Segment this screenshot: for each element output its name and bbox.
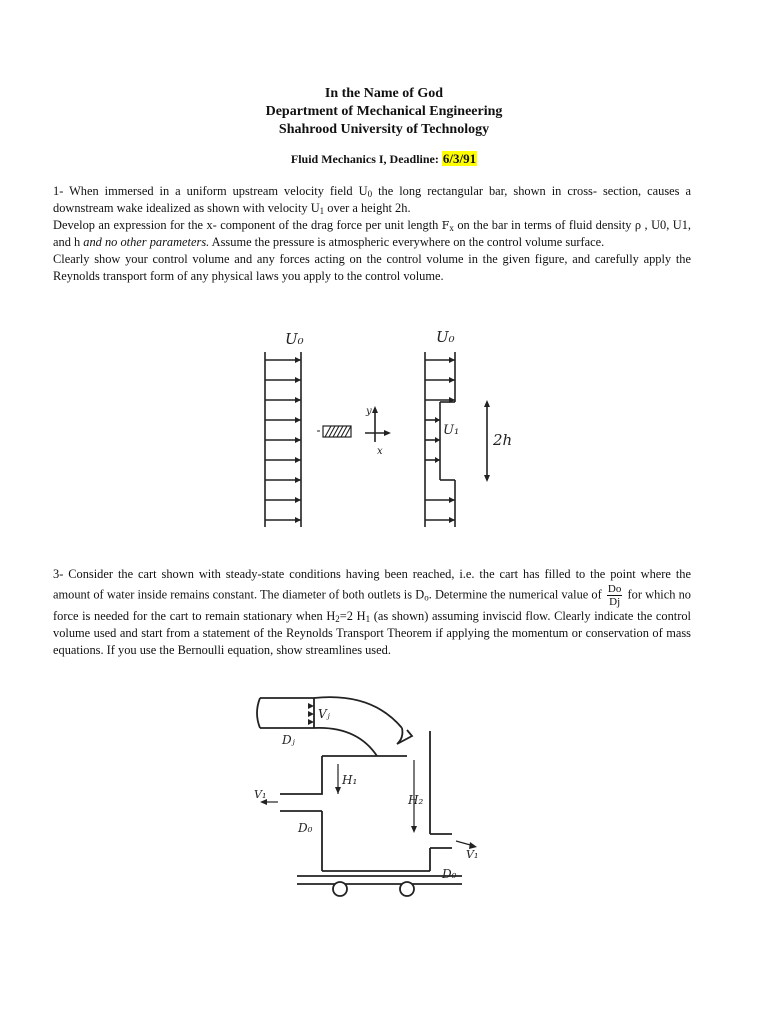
label-x-axis: x (377, 446, 383, 457)
label-do-left: D₀ (298, 821, 313, 835)
label-2h: 2h (493, 431, 513, 449)
label-vj: Vⱼ (318, 707, 330, 721)
figure-1-svg (255, 322, 520, 550)
course-label: Fluid Mechanics I, Deadline: (290, 152, 439, 166)
diameter-ratio-fraction (607, 583, 622, 608)
label-v1-right: V₁ (466, 848, 479, 861)
header-line-1: In the Name of God (324, 86, 444, 101)
label-h2: H₂ (408, 793, 424, 807)
label-h1: H₁ (342, 773, 358, 787)
header-line-3: Shahrood University of Technology (278, 122, 490, 137)
label-u0-downstream: U₀ (436, 328, 455, 346)
deadline-highlight: 6/3/91 (442, 151, 477, 166)
figure-2-svg (252, 686, 492, 908)
label-y-axis: y (366, 406, 372, 417)
problem-3-text: 3- Consider the cart shown with steady-state conditions having been reached, i.e. the cart has filled to the point where the amount of water inside remains constant. The diameter of both outlets is $D_o$. Determine the numerical value of $\frac{Do}{Dj}$ for which no force is needed for the cart to remain stationary when $H_2=2$ $H_1$ (as shown) assuming inviscid flow. Clearly indicate the control volume used and start from a statement of the Reynolds Transport Theorem if applying the momentum or conservation of mass equations. If you use the Bernoulli equation, show streamlines used. (53, 567, 692, 657)
problem-1-sentence-3: Clearly show your control volume and any forces acting on the control volume in the given figure, and carefully apply the Reynolds transport form of any physical laws you apply to the control volume. (53, 252, 691, 283)
figure-2-cart-diagram (252, 686, 492, 908)
label-v1-left: V₁ (254, 788, 267, 801)
problem-3 (53, 566, 691, 659)
problem-1 (53, 183, 691, 285)
problem-1-sentence-2: Develop an expression for the x- component of the drag force per unit length $F_x$ on the bar in terms of fluid density ρ , U0, U1, and h and no other parameters. Assume the pressure is atmospheric everywhere on the control volume surface. (53, 218, 691, 249)
course-line (0, 151, 768, 167)
fraction-numerator: Do (607, 583, 622, 595)
problem-1-sentence-1: 1- When immersed in a uniform upstream velocity field $U_0$ the long rectangular bar, shown in cross- section, causes a downstream wake idealized as shown with velocity $U_1$ over a height 2h. (53, 184, 691, 216)
figure-2-arrowheads (260, 703, 477, 849)
label-u0-upstream: U₀ (285, 330, 304, 348)
document-header (0, 85, 768, 139)
figure-1-arrowheads (295, 357, 490, 523)
figure-1-wake-diagram (255, 322, 520, 550)
label-do-right: D₀ (442, 867, 457, 881)
label-u1: U₁ (443, 423, 460, 438)
label-dj: Dⱼ (282, 733, 295, 747)
bar-cross-section (323, 426, 351, 437)
fraction-denominator: Dj (609, 596, 621, 608)
header-line-2: Department of Mechanical Engineering (265, 104, 503, 119)
